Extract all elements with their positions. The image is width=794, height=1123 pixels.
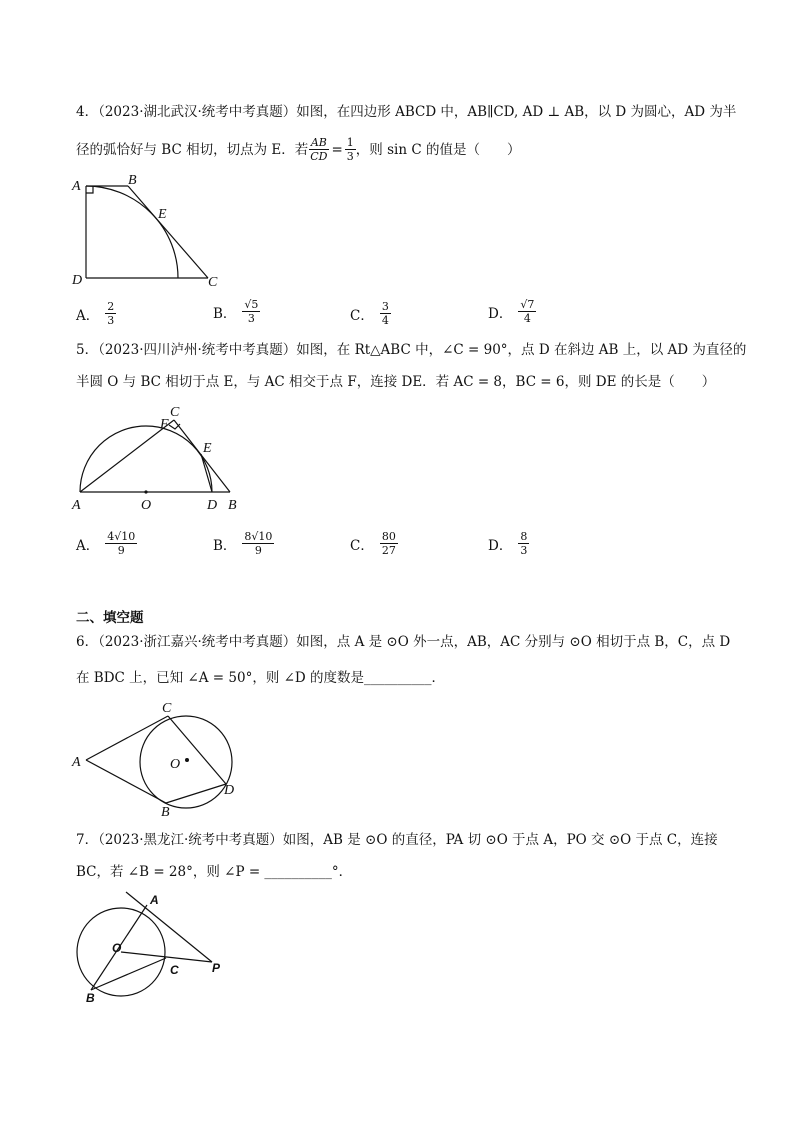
q4-option-a[interactable] bbox=[76, 300, 116, 327]
q6-tangent-ab bbox=[86, 760, 166, 803]
q5-line2: 半圆 O 与 BC 相切于点 E，与 AC 相交于点 F，连接 DE．若 AC = 8，BC = 6，则 DE 的长是（ ） bbox=[76, 374, 716, 390]
q5-option-b-num: 8√10 bbox=[244, 530, 273, 543]
q5-option-a-num: 4√10 bbox=[107, 530, 136, 543]
q6-chord-bd bbox=[166, 784, 226, 803]
q4-option-d-den: 4 bbox=[523, 312, 531, 325]
q5-label-b: B bbox=[228, 498, 237, 513]
q5-label-e: E bbox=[203, 441, 212, 456]
q4-label-c: C bbox=[208, 275, 218, 290]
q5-line1: 5．（2023·四川泸州·统考中考真题）如图，在 Rt△ABC 中，∠C = 90°，点 D 在斜边 AB 上，以 AD 为直径的 bbox=[76, 342, 747, 358]
q5-center-dot bbox=[144, 490, 147, 493]
q7-label-c: C bbox=[170, 963, 179, 977]
q5-label-o: O bbox=[141, 498, 152, 513]
q6-center-dot bbox=[185, 758, 189, 762]
q4-option-c-num: 3 bbox=[381, 300, 389, 313]
q5-option-c[interactable] bbox=[350, 530, 398, 557]
q5-label-c: C bbox=[170, 405, 180, 420]
q5-segment-de bbox=[201, 454, 212, 492]
q6-line2: 在 BDC 上，已知 ∠A = 50°，则 ∠D 的度数是__________． bbox=[76, 670, 446, 686]
q7-line1: 7．（2023·黑龙江·统考中考真题）如图，AB 是 ⊙O 的直径，PA 切 ⊙O 于点 A，PO 交 ⊙O 于点 C，连接 bbox=[76, 832, 718, 848]
q5-label-a: A bbox=[72, 498, 81, 513]
q4-val-num: 1 bbox=[346, 136, 354, 149]
q7-segment-po bbox=[121, 952, 212, 962]
q4-ratio-value bbox=[345, 136, 356, 163]
q5-option-d-den: 3 bbox=[520, 544, 528, 557]
q6-label-a: A bbox=[72, 755, 81, 770]
q7-label-b: B bbox=[86, 991, 95, 1005]
q4-option-c-den: 4 bbox=[381, 314, 389, 327]
q4-option-a-num: 2 bbox=[107, 300, 115, 313]
q6-label-d: D bbox=[224, 783, 235, 798]
q4-option-d-label: D． bbox=[488, 305, 513, 322]
q4-right-angle-mark bbox=[86, 186, 93, 193]
q4-line2-b: ，则 sin C 的值是（ ） bbox=[355, 141, 521, 158]
q5-option-b-den: 9 bbox=[254, 544, 262, 557]
q4-ratio bbox=[308, 136, 329, 163]
q6-label-b: B bbox=[161, 805, 170, 820]
q6-line1: 6．（2023·浙江嘉兴·统考中考真题）如图，点 A 是 ⊙O 外一点，AB，AC 分别与 ⊙O 相切于点 B，C，点 D bbox=[76, 634, 731, 650]
q5-option-a-den: 9 bbox=[117, 544, 125, 557]
q5-option-b-label: B． bbox=[213, 537, 237, 554]
q6-figure bbox=[66, 696, 246, 820]
q5-figure bbox=[66, 400, 256, 520]
q6-chord-cd bbox=[168, 716, 226, 784]
q4-label-a: A bbox=[72, 179, 81, 194]
q6-label-o: O bbox=[170, 757, 181, 772]
q4-ratio-num: AB bbox=[310, 136, 327, 149]
q4-eq: = bbox=[331, 141, 343, 158]
q5-option-d-label: D． bbox=[488, 537, 513, 554]
q4-option-a-label: A． bbox=[76, 307, 100, 324]
section-fill-in-title: 二、填空题 bbox=[76, 610, 144, 626]
q4-val-den: 3 bbox=[346, 150, 354, 163]
q4-option-b-num: √5 bbox=[244, 298, 259, 311]
q4-line2 bbox=[76, 136, 520, 163]
q4-line1: 4．（2023·湖北武汉·统考中考真题）如图，在四边形 ABCD 中，AB∥CD, AD ⊥ AB，以 D 为圆心，AD 为半 bbox=[76, 104, 737, 120]
q4-label-e: E bbox=[158, 207, 167, 222]
q4-option-c[interactable] bbox=[350, 300, 391, 327]
q4-option-b-label: B． bbox=[213, 305, 237, 322]
q6-tangent-ac bbox=[86, 716, 168, 760]
q5-option-d[interactable] bbox=[488, 530, 529, 557]
q4-option-d[interactable] bbox=[488, 298, 536, 325]
q4-option-a-den: 3 bbox=[107, 314, 115, 327]
q4-option-d-num: √7 bbox=[520, 298, 535, 311]
q5-option-a[interactable] bbox=[76, 530, 137, 557]
q5-label-d: D bbox=[207, 498, 218, 513]
q4-label-d: D bbox=[72, 273, 83, 288]
q4-arc bbox=[86, 186, 178, 278]
q6-label-c: C bbox=[162, 701, 172, 716]
q4-option-c-label: C． bbox=[350, 307, 374, 324]
q4-option-b-den: 3 bbox=[247, 312, 255, 325]
q5-option-d-num: 8 bbox=[520, 530, 528, 543]
q4-label-b: B bbox=[128, 173, 137, 188]
q5-option-a-label: A． bbox=[76, 537, 100, 554]
q4-segment-bc bbox=[128, 186, 208, 278]
q5-option-b[interactable] bbox=[213, 530, 274, 557]
q5-semicircle bbox=[80, 426, 212, 492]
q5-option-c-label: C． bbox=[350, 537, 374, 554]
q7-line2: BC，若 ∠B = 28°，则 ∠P = __________°． bbox=[76, 864, 353, 880]
q4-line2-a: 径的弧恰好与 BC 相切，切点为 E．若 bbox=[76, 141, 309, 158]
q7-label-o: O bbox=[112, 941, 122, 955]
q6-circle bbox=[140, 716, 235, 808]
q7-label-p: P bbox=[212, 961, 221, 975]
q7-tangent-pa bbox=[126, 892, 212, 962]
q4-ratio-den: CD bbox=[310, 150, 328, 163]
q7-figure bbox=[66, 890, 236, 1014]
q5-option-c-num: 80 bbox=[381, 530, 396, 543]
q4-option-b[interactable] bbox=[213, 298, 260, 325]
q4-figure bbox=[66, 170, 236, 290]
q5-option-c-den: 27 bbox=[381, 544, 396, 557]
q5-label-f: F bbox=[160, 417, 169, 432]
q7-label-a: A bbox=[150, 893, 159, 907]
